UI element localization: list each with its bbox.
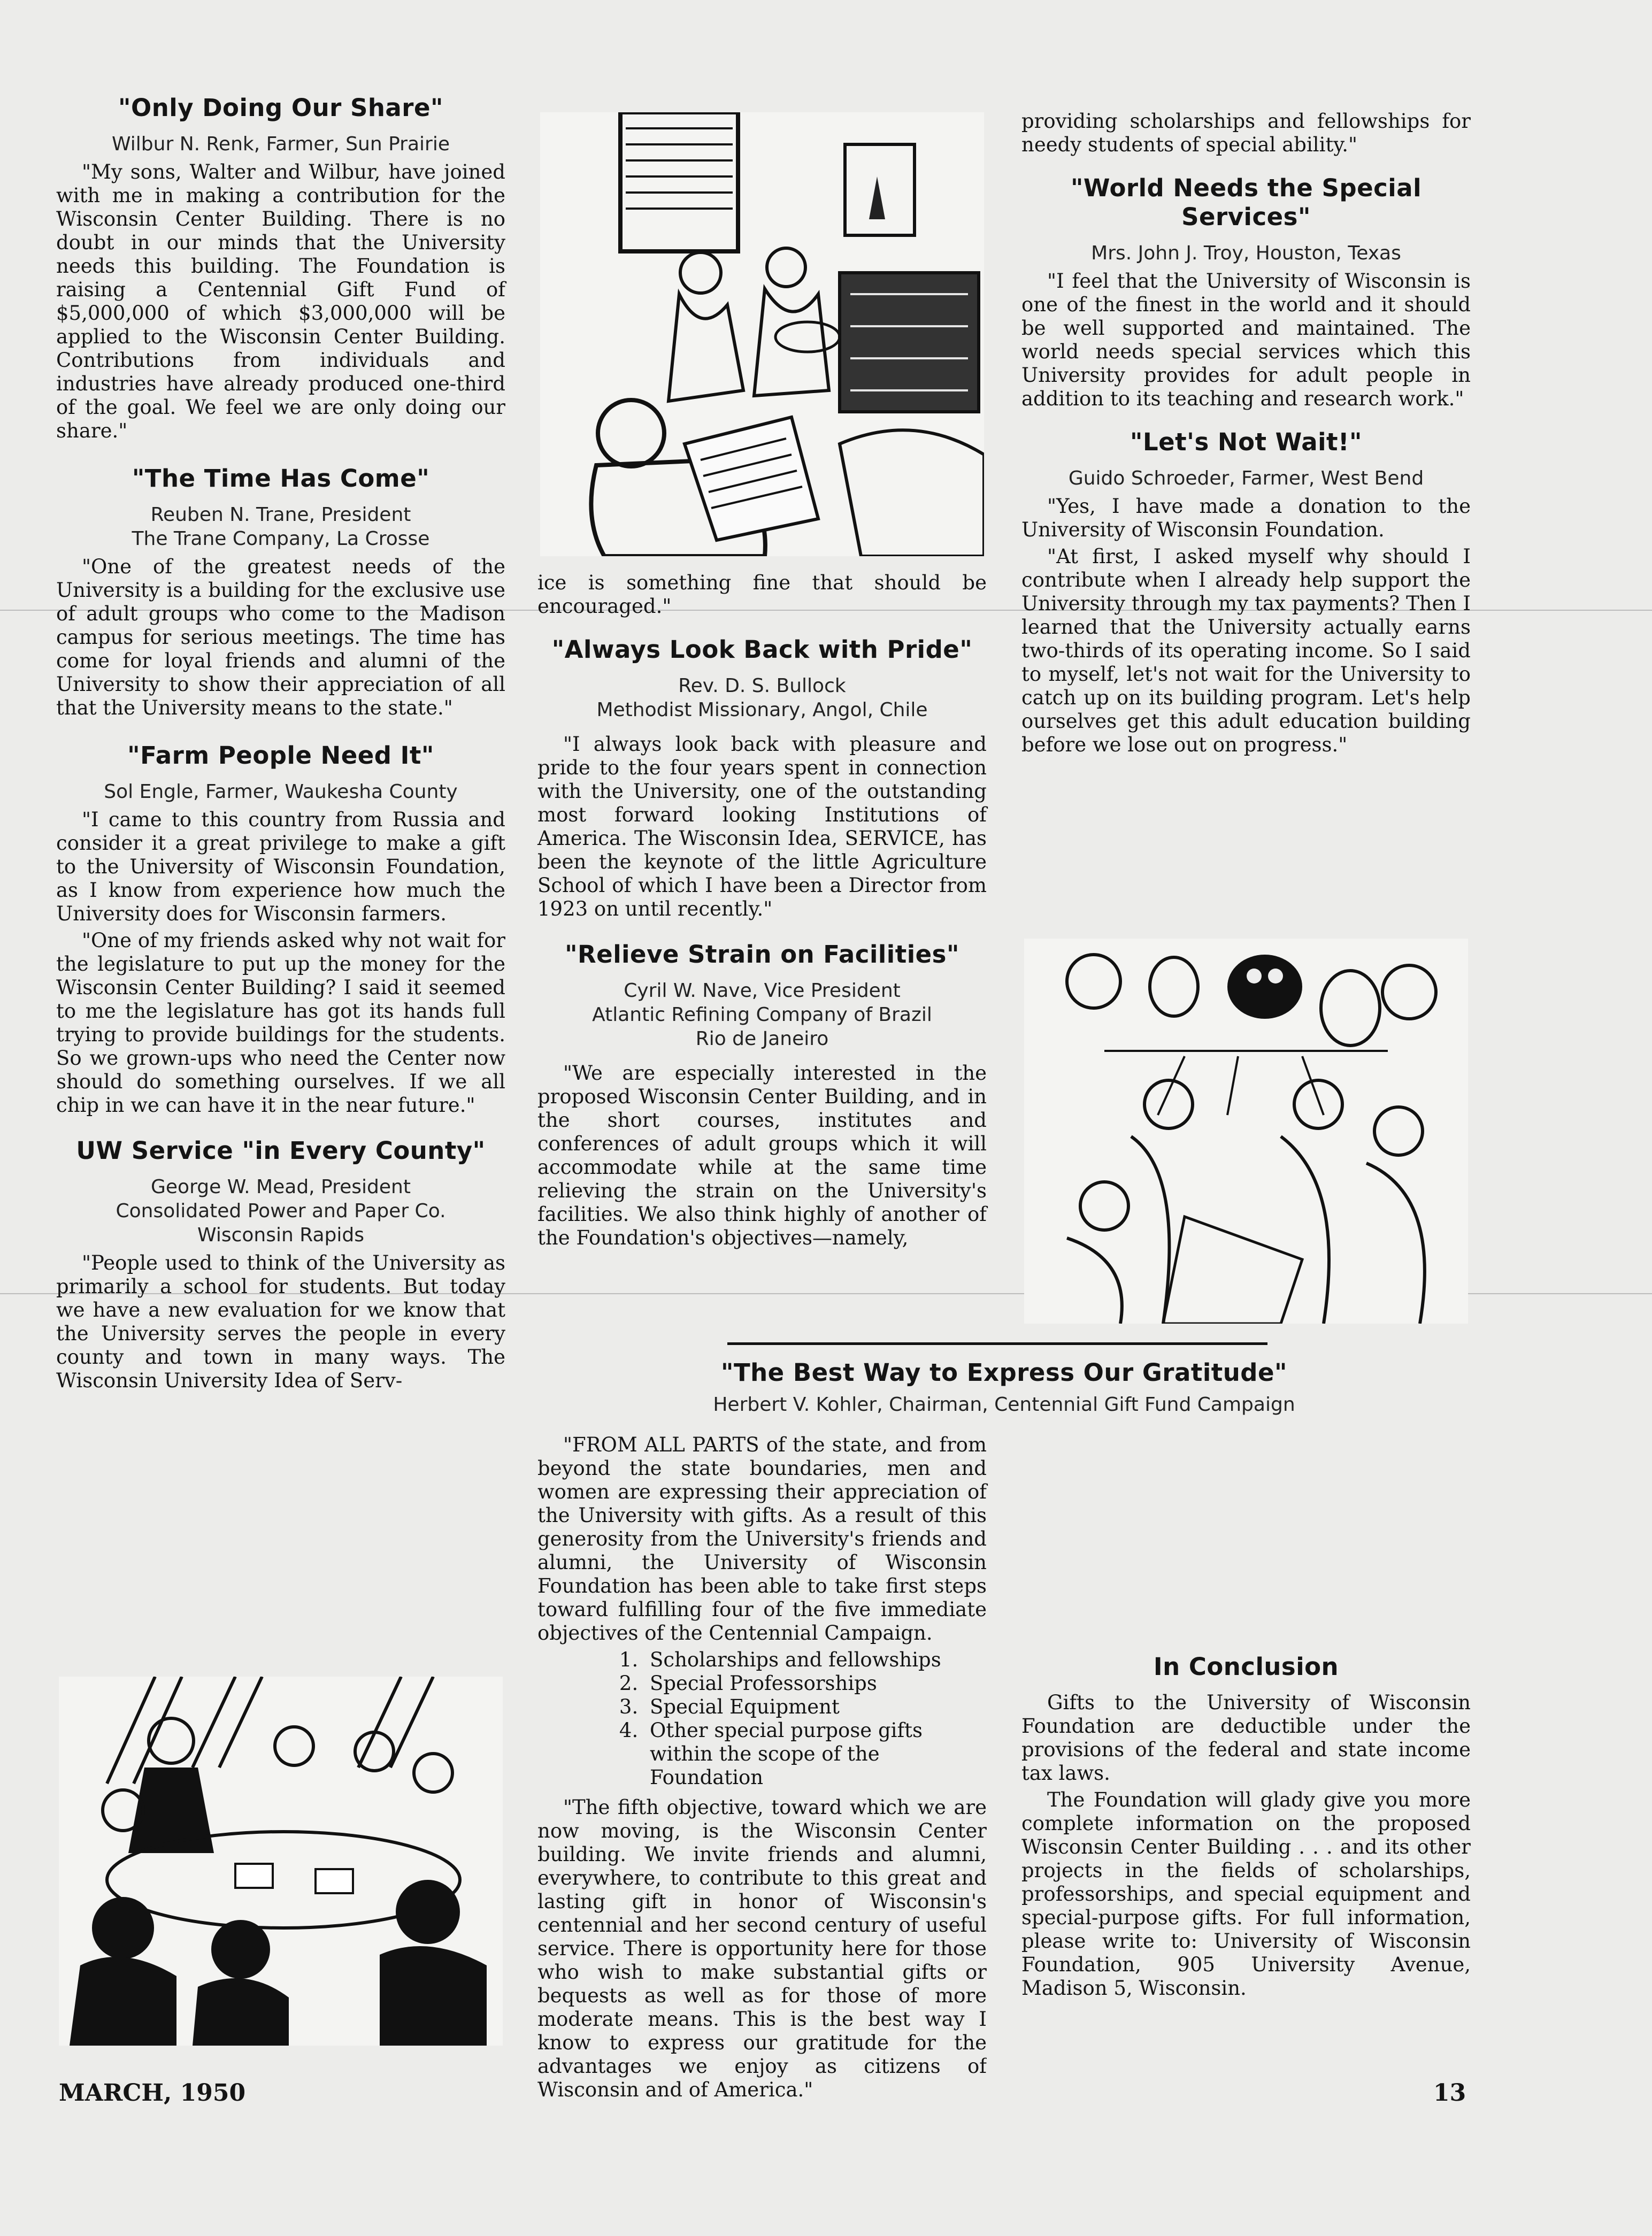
byline: Rev. D. S. Bullock (678, 675, 846, 697)
column-right (1021, 110, 1471, 760)
article-title: "The Time Has Come" (132, 464, 430, 493)
surgery-drawing (1024, 939, 1468, 1324)
list-item: 1. Scholarships and fellowships (644, 1648, 987, 1672)
conclusion-section (1021, 1653, 1471, 2003)
column-middle (537, 571, 987, 1253)
article-body: "We are especially interested in the proposed Wisconsin Center Building, and in the short courses, institutes and conferences of adult groups which it will accommodate while at the same time relieving the strain on the University's facilities. We also think highly of another of the Foundation's objectives—namely, (537, 1062, 987, 1249)
article-title: "Let's Not Wait!" (1130, 428, 1362, 456)
byline: Rio de Janeiro (695, 1028, 829, 1050)
article-body: "Yes, I have made a donation to the University of Wisconsin Foundation. (1021, 495, 1471, 541)
objectives-list (537, 1648, 987, 1789)
byline: Guido Schroeder, Farmer, West Bend (1068, 467, 1424, 489)
list-item: 2. Special Professorships (644, 1672, 987, 1695)
byline: Reuben N. Trane, President (150, 504, 411, 526)
byline: Consolidated Power and Paper Co. (116, 1200, 446, 1222)
byline: Wisconsin Rapids (197, 1224, 364, 1246)
meeting-drawing (59, 1677, 503, 2046)
surgery-illustration (1024, 939, 1468, 1324)
article-title: "Relieve Strain on Facilities" (565, 940, 959, 969)
article-title: "Farm People Need It" (127, 741, 434, 770)
byline: Cyril W. Nave, Vice President (624, 980, 901, 1002)
best-way-heading (537, 1358, 1471, 1421)
article-title: "The Best Way to Express Our Gratitude" (721, 1358, 1287, 1387)
article-title: UW Service "in Every County" (76, 1136, 486, 1165)
byline: The Trane Company, La Crosse (132, 528, 430, 550)
article-body: "I came to this country from Russia and consider it a great privilege to make a gift to the University of Wisconsin Foundation, as I know from experience how much the University does for Wisconsin farmers. (56, 808, 505, 925)
article-title: "Only Doing Our Share" (118, 94, 443, 122)
byline: Mrs. John J. Troy, Houston, Texas (1091, 242, 1401, 264)
family-reading-drawing (540, 112, 984, 556)
article-body: "At first, I asked myself why should I contribute when I already help support the University through my tax payments? Then I learned that the University actually earns two-thirds of its operating income. So I said to myself, let's not wait for the University to catch up on its building program. Let's help ourselves get this adult education building before we lose out on progress." (1021, 545, 1471, 756)
article-body: "FROM ALL PARTS of the state, and from beyond the state boundaries, men and women are expressing their appreciation of the University with gifts. As a result of this generosity from the University's friends and alumni, the University of Wisconsin Foundation has been able to take first steps toward fulfilling four of the five immediate objectives of the Centennial Campaign. (537, 1433, 987, 1645)
byline: George W. Mead, President (151, 1176, 411, 1198)
page-number: 13 (1433, 2079, 1466, 2107)
article-title: In Conclusion (1153, 1653, 1339, 1681)
byline: Sol Engle, Farmer, Waukesha County (104, 781, 458, 803)
family-reading-illustration (540, 112, 984, 556)
article-body: "One of the greatest needs of the University is a building for the exclusive use of adult groups who come to the Madison campus for serious meetings. The time has come for loyal friends and alumni of the University to show their appreciation of all that the University means to the state." (56, 555, 505, 719)
column-left (56, 94, 505, 1396)
article-title: "Always Look Back with Pride" (551, 635, 973, 664)
byline: Herbert V. Kohler, Chairman, Centennial Gift Fund Campaign (713, 1394, 1295, 1416)
article-body-continued: providing scholarships and fellowships for needy students of special ability." (1021, 110, 1471, 156)
list-item: 4. Other special purpose gifts within the scope of the Foundation (644, 1719, 987, 1789)
article-body: The Foundation will glady give you more complete information on the proposed Wisconsin Center Building . . . and its other projects in the fields of scholarships, professorships, and special equipment and special-purpose gifts. For full information, please write to: University of Wisconsin Foundation, 905 University Avenue, Madison 5, Wisconsin. (1021, 1788, 1471, 2000)
article-body: "The fifth objective, toward which we are now moving, is the Wisconsin Center building. We invite friends and alumni, everywhere, to contribute to this great and lasting gift in honor of Wisconsin's centennial and her second century of useful service. There is opportunity here for those who wish to make substantial gifts or bequests as well as for those of more moderate means. This is the best way I know to express our gratitude for the advantages we enjoy as citizens of Wisconsin and of America." (537, 1796, 987, 2101)
byline: Atlantic Refining Company of Brazil (592, 1004, 932, 1026)
article-body: "I always look back with pleasure and pride to the four years spent in connection with the University, one of the outstanding most forward looking Institutions of America. The Wisconsin Idea, SERVICE, has been the keynote of the little Agriculture School of which I have been a Director from 1923 on until recently." (537, 733, 987, 920)
best-way-column-1 (537, 1433, 987, 2105)
article-body: "People used to think of the University as primarily a school for students. But today we have a new evaluation for we know that the University serves the people in every county and town in many ways. The Wisconsin University Idea of Serv- (56, 1251, 505, 1392)
byline: Methodist Missionary, Angol, Chile (596, 699, 928, 721)
list-item: 3. Special Equipment (644, 1695, 987, 1719)
issue-date: MARCH, 1950 (59, 2079, 246, 2107)
article-body: Gifts to the University of Wisconsin Foundation are deductible under the provisions of the federal and state income tax laws. (1021, 1691, 1471, 1785)
article-title: "World Needs the Special Services" (1070, 174, 1422, 231)
byline: Wilbur N. Renk, Farmer, Sun Prairie (112, 133, 450, 155)
article-body: "I feel that the University of Wisconsin is one of the finest in the world and it should be well supported and maintained. The world needs special services which this University provides for adult people in addition to its teaching and research work." (1021, 270, 1471, 410)
article-body: "My sons, Walter and Wilbur, have joined with me in making a contribution for the Wisconsin Center Building. There is no doubt in our minds that the University needs this building. The Foundation is raising a Centennial Gift Fund of $5,000,000 of which $3,000,000 will be applied to the Wisconsin Center Building. Contributions from individuals and industries have already produced one-third of the goal. We feel we are only doing our share." (56, 160, 505, 442)
article-body: "One of my friends asked why not wait for the legislature to put up the money for the Wisconsin Center Building? I said it seemed to me the legislature has got its hands full trying to provide buildings for the students. So we grown-ups who need the Center now should do something ourselves. If we all chip in we can have it in the near future." (56, 929, 505, 1117)
article-body-continued: ice is something fine that should be encouraged." (537, 571, 987, 618)
section-divider (727, 1342, 1267, 1345)
meeting-illustration (59, 1677, 503, 2046)
